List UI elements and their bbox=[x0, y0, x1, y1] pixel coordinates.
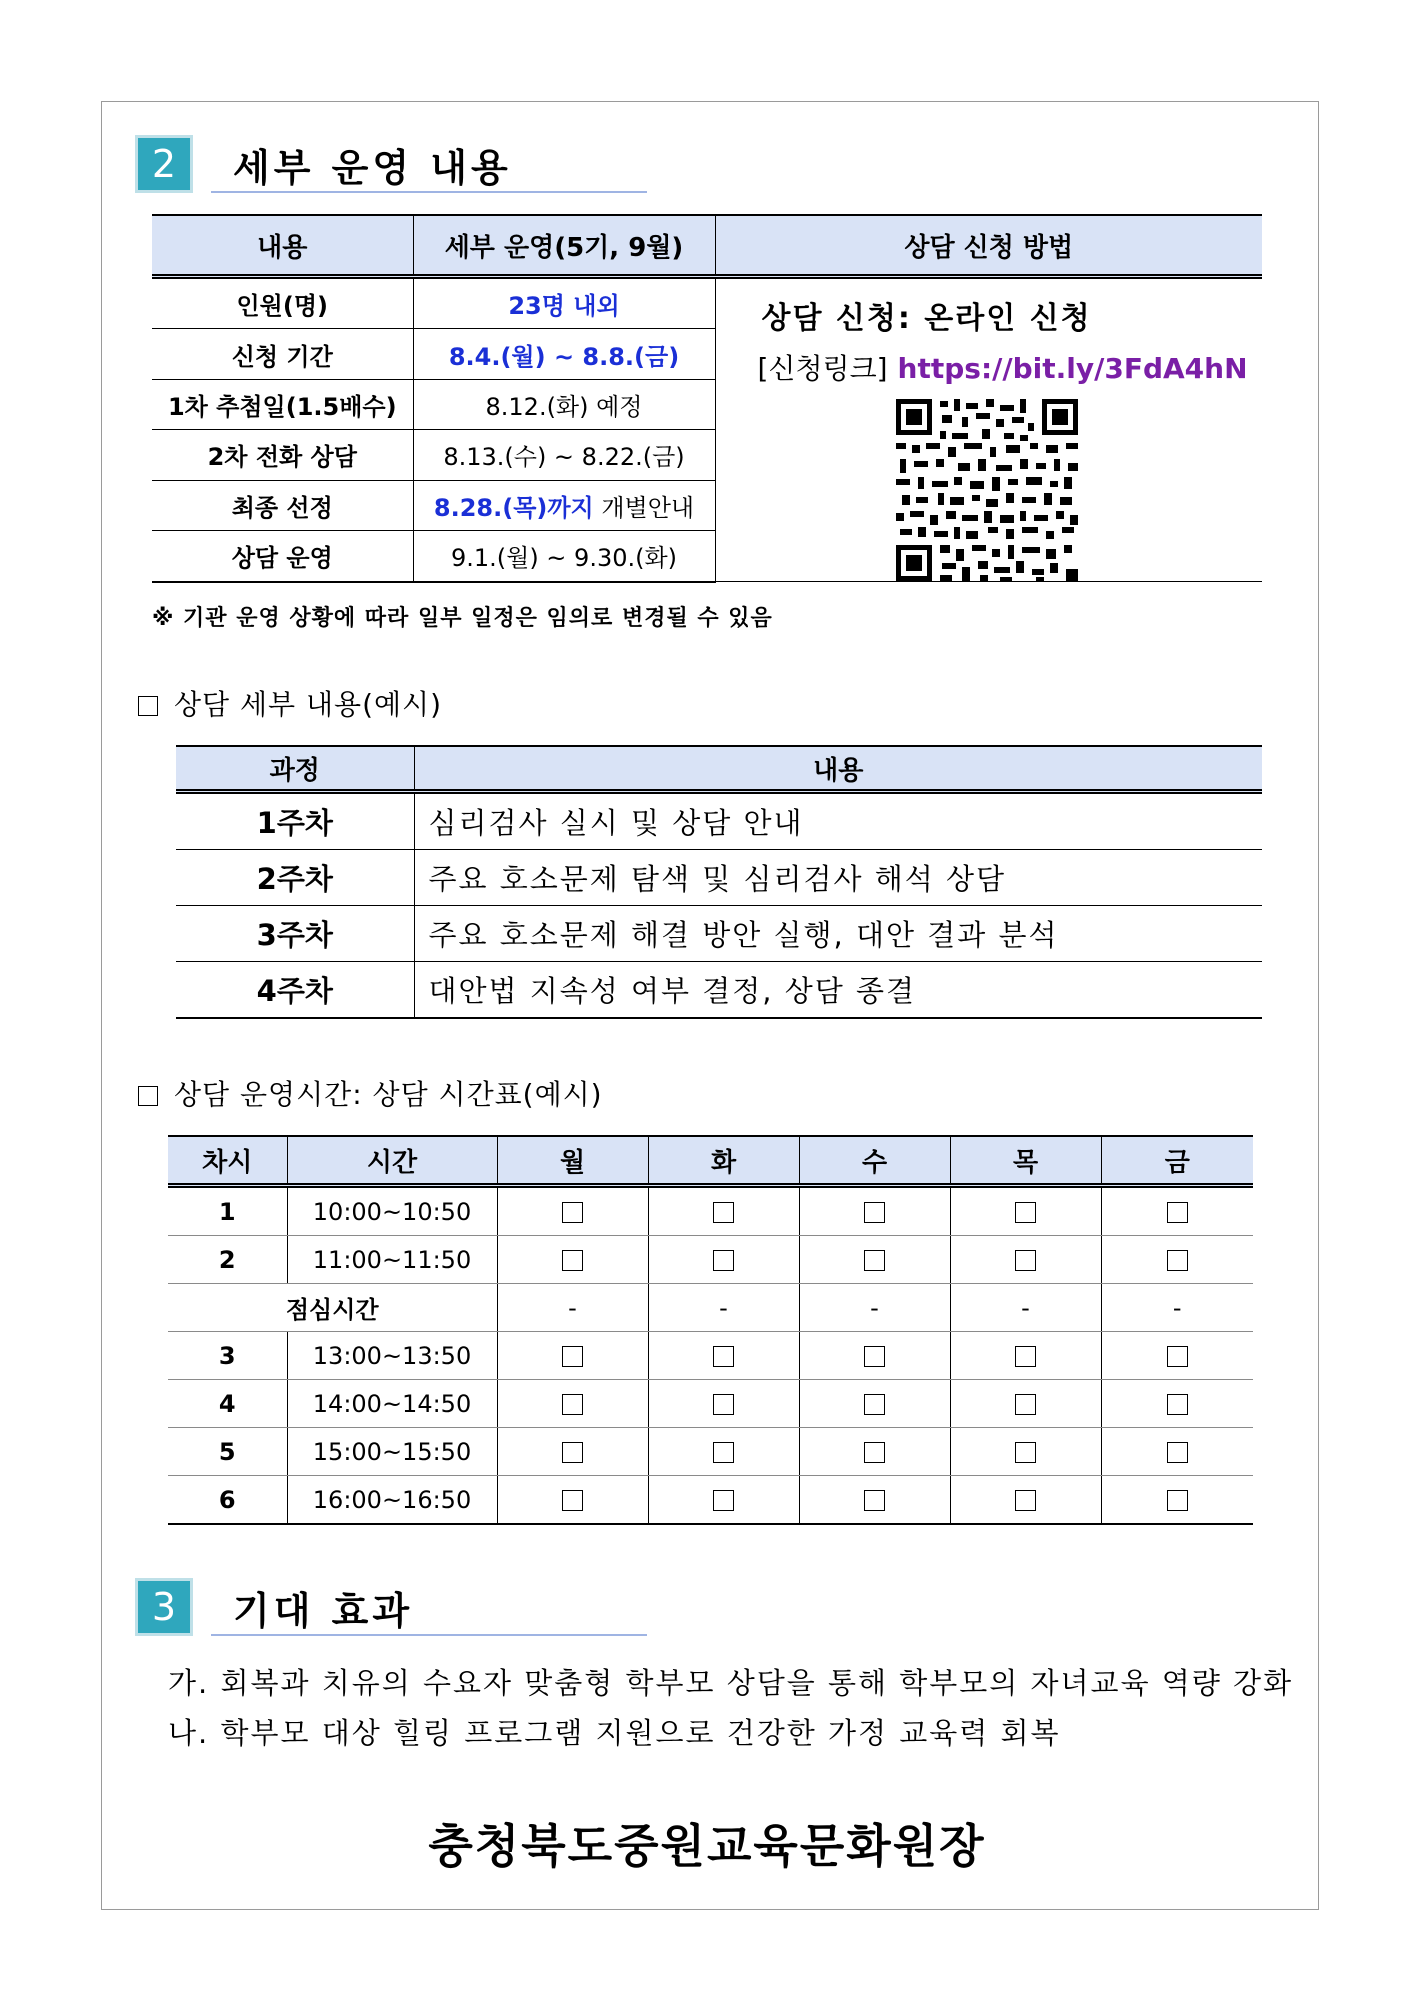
checkbox-icon bbox=[138, 1086, 158, 1106]
slot-mon[interactable] bbox=[497, 1332, 648, 1380]
checkbox-icon[interactable] bbox=[562, 1394, 583, 1415]
slot-mon[interactable] bbox=[497, 1476, 648, 1525]
slot-wed[interactable] bbox=[799, 1428, 950, 1476]
checkbox-icon bbox=[138, 696, 158, 716]
detail-heading bbox=[138, 683, 442, 723]
session-number: 3 bbox=[168, 1332, 287, 1380]
slot-wed[interactable] bbox=[799, 1476, 950, 1525]
checkbox-icon[interactable] bbox=[1167, 1490, 1188, 1511]
slot-thu[interactable] bbox=[950, 1476, 1101, 1525]
session-time: 16:00~16:50 bbox=[287, 1476, 497, 1525]
checkbox-icon[interactable] bbox=[713, 1202, 734, 1223]
checkbox-icon[interactable] bbox=[1167, 1394, 1188, 1415]
slot-tue[interactable] bbox=[648, 1186, 799, 1236]
header-content: 내용 bbox=[152, 215, 413, 277]
timetable bbox=[168, 1135, 1253, 1525]
checkbox-icon[interactable] bbox=[562, 1442, 583, 1463]
week-content: 주요 호소문제 해결 방안 실행, 대안 결과 분석 bbox=[414, 906, 1262, 962]
checkbox-icon[interactable] bbox=[1167, 1442, 1188, 1463]
checkbox-icon[interactable] bbox=[864, 1394, 885, 1415]
checkbox-icon[interactable] bbox=[562, 1490, 583, 1511]
slot-thu[interactable] bbox=[950, 1236, 1101, 1284]
week-label: 4주차 bbox=[176, 962, 414, 1019]
row-label: 최종 선정 bbox=[152, 480, 413, 530]
detail-heading-text: 상담 세부 내용(예시) bbox=[174, 688, 443, 721]
lunch-dash: - bbox=[648, 1284, 799, 1332]
apply-link-label: [신청링크] bbox=[757, 352, 888, 385]
checkbox-icon[interactable] bbox=[1167, 1202, 1188, 1223]
section-underline bbox=[211, 191, 647, 193]
counseling-detail-table bbox=[176, 745, 1262, 1019]
checkbox-icon[interactable] bbox=[864, 1442, 885, 1463]
slot-mon[interactable] bbox=[497, 1380, 648, 1428]
row-label: 인원(명) bbox=[152, 277, 413, 329]
apply-title: 상담 신청: 온라인 신청 bbox=[761, 301, 1092, 336]
row-value: 8.4.(월) ~ 8.8.(금) bbox=[413, 329, 715, 379]
row-value: 23명 내외 bbox=[413, 277, 715, 329]
final-date: 8.28.(목)까지 bbox=[433, 493, 594, 522]
row-label: 1차 추첨일(1.5배수) bbox=[152, 379, 413, 429]
slot-mon[interactable] bbox=[497, 1236, 648, 1284]
checkbox-icon[interactable] bbox=[864, 1202, 885, 1223]
session-number: 4 bbox=[168, 1380, 287, 1428]
schedule-heading bbox=[138, 1073, 603, 1113]
header-session: 차시 bbox=[168, 1136, 287, 1186]
checkbox-icon[interactable] bbox=[713, 1250, 734, 1271]
apply-link-line bbox=[758, 347, 1263, 387]
lunch-dash: - bbox=[950, 1284, 1101, 1332]
section-title: 세부 운영 내용 bbox=[233, 146, 512, 190]
header-mon: 월 bbox=[497, 1136, 648, 1186]
checkbox-icon[interactable] bbox=[713, 1490, 734, 1511]
section-title: 기대 효과 bbox=[233, 1589, 414, 1633]
session-time: 15:00~15:50 bbox=[287, 1428, 497, 1476]
slot-fri[interactable] bbox=[1101, 1380, 1253, 1428]
slot-thu[interactable] bbox=[950, 1428, 1101, 1476]
section-number: 3 bbox=[135, 1578, 193, 1636]
checkbox-icon[interactable] bbox=[562, 1346, 583, 1367]
row-label: 신청 기간 bbox=[152, 329, 413, 379]
slot-wed[interactable] bbox=[799, 1186, 950, 1236]
slot-fri[interactable] bbox=[1101, 1428, 1253, 1476]
session-number: 2 bbox=[168, 1236, 287, 1284]
lunch-label: 점심시간 bbox=[168, 1284, 497, 1332]
header-course: 과정 bbox=[176, 746, 414, 792]
session-number: 1 bbox=[168, 1186, 287, 1236]
session-number: 5 bbox=[168, 1428, 287, 1476]
session-time: 11:00~11:50 bbox=[287, 1236, 497, 1284]
slot-thu[interactable] bbox=[950, 1332, 1101, 1380]
row-label: 2차 전화 상담 bbox=[152, 430, 413, 480]
lunch-dash: - bbox=[497, 1284, 648, 1332]
effect-item: 가. 회복과 치유의 수요자 맞춤형 학부모 상담을 통해 학부모의 자녀교육 역량 강화 bbox=[168, 1666, 1294, 1700]
week-label: 2주차 bbox=[176, 850, 414, 906]
slot-fri[interactable] bbox=[1101, 1332, 1253, 1380]
slot-mon[interactable] bbox=[497, 1186, 648, 1236]
slot-wed[interactable] bbox=[799, 1332, 950, 1380]
checkbox-icon[interactable] bbox=[864, 1490, 885, 1511]
slot-tue[interactable] bbox=[648, 1380, 799, 1428]
checkbox-icon[interactable] bbox=[562, 1250, 583, 1271]
issuer-signature: 충청북도중원교육문화원장 bbox=[428, 1819, 986, 1873]
header-content: 내용 bbox=[414, 746, 1262, 792]
header-fri: 금 bbox=[1101, 1136, 1253, 1186]
checkbox-icon[interactable] bbox=[864, 1250, 885, 1271]
header-apply-method: 상담 신청 방법 bbox=[715, 215, 1262, 277]
checkbox-icon[interactable] bbox=[1167, 1346, 1188, 1367]
checkbox-icon[interactable] bbox=[1015, 1202, 1036, 1223]
checkbox-icon[interactable] bbox=[713, 1394, 734, 1415]
apply-method-cell bbox=[715, 277, 1262, 582]
slot-fri[interactable] bbox=[1101, 1476, 1253, 1525]
qr-code-icon[interactable] bbox=[896, 399, 1078, 581]
row-value: 8.13.(수) ~ 8.22.(금) bbox=[413, 430, 715, 480]
header-thu: 목 bbox=[950, 1136, 1101, 1186]
final-note: 개별안내 bbox=[593, 493, 695, 522]
checkbox-icon[interactable] bbox=[713, 1442, 734, 1463]
schedule-heading-text: 상담 운영시간: 상담 시간표(예시) bbox=[174, 1078, 603, 1111]
week-label: 3주차 bbox=[176, 906, 414, 962]
section-underline bbox=[211, 1634, 647, 1636]
row-value: 9.1.(월) ~ 9.30.(화) bbox=[413, 531, 715, 582]
slot-tue[interactable] bbox=[648, 1428, 799, 1476]
row-value bbox=[413, 480, 715, 530]
effect-item: 나. 학부모 대상 힐링 프로그램 지원으로 건강한 가정 교육력 회복 bbox=[168, 1716, 1061, 1750]
checkbox-icon[interactable] bbox=[1015, 1490, 1036, 1511]
slot-tue[interactable] bbox=[648, 1476, 799, 1525]
expected-effects bbox=[168, 1658, 1293, 1758]
checkbox-icon[interactable] bbox=[1015, 1442, 1036, 1463]
operation-details-table bbox=[152, 214, 1262, 583]
slot-thu[interactable] bbox=[950, 1380, 1101, 1428]
checkbox-icon[interactable] bbox=[562, 1202, 583, 1223]
slot-tue[interactable] bbox=[648, 1332, 799, 1380]
checkbox-icon[interactable] bbox=[713, 1346, 734, 1367]
slot-fri[interactable] bbox=[1101, 1186, 1253, 1236]
section-number: 2 bbox=[135, 135, 193, 193]
session-time: 14:00~14:50 bbox=[287, 1380, 497, 1428]
slot-thu[interactable] bbox=[950, 1186, 1101, 1236]
checkbox-icon[interactable] bbox=[1015, 1250, 1036, 1271]
row-label: 상담 운영 bbox=[152, 531, 413, 582]
session-time: 10:00~10:50 bbox=[287, 1186, 497, 1236]
header-time: 시간 bbox=[287, 1136, 497, 1186]
slot-mon[interactable] bbox=[497, 1428, 648, 1476]
apply-link-url[interactable]: https://bit.ly/3FdA4hN bbox=[897, 352, 1248, 385]
slot-wed[interactable] bbox=[799, 1380, 950, 1428]
week-content: 주요 호소문제 탐색 및 심리검사 해석 상담 bbox=[414, 850, 1262, 906]
header-tue: 화 bbox=[648, 1136, 799, 1186]
session-time: 13:00~13:50 bbox=[287, 1332, 497, 1380]
slot-tue[interactable] bbox=[648, 1236, 799, 1284]
session-number: 6 bbox=[168, 1476, 287, 1525]
week-label: 1주차 bbox=[176, 792, 414, 850]
checkbox-icon[interactable] bbox=[1015, 1394, 1036, 1415]
lunch-dash: - bbox=[799, 1284, 950, 1332]
checkbox-icon[interactable] bbox=[864, 1346, 885, 1367]
checkbox-icon[interactable] bbox=[1015, 1346, 1036, 1367]
slot-wed[interactable] bbox=[799, 1236, 950, 1284]
schedule-note: ※ 기관 운영 상황에 따라 일부 일정은 임의로 변경될 수 있음 bbox=[152, 606, 773, 631]
lunch-dash: - bbox=[1101, 1284, 1253, 1332]
checkbox-icon[interactable] bbox=[1167, 1250, 1188, 1271]
week-content: 대안법 지속성 여부 결정, 상담 종결 bbox=[414, 962, 1262, 1019]
slot-fri[interactable] bbox=[1101, 1236, 1253, 1284]
week-content: 심리검사 실시 및 상담 안내 bbox=[414, 792, 1262, 850]
row-value: 8.12.(화) 예정 bbox=[413, 379, 715, 429]
header-wed: 수 bbox=[799, 1136, 950, 1186]
header-operation: 세부 운영(5기, 9월) bbox=[413, 215, 715, 277]
